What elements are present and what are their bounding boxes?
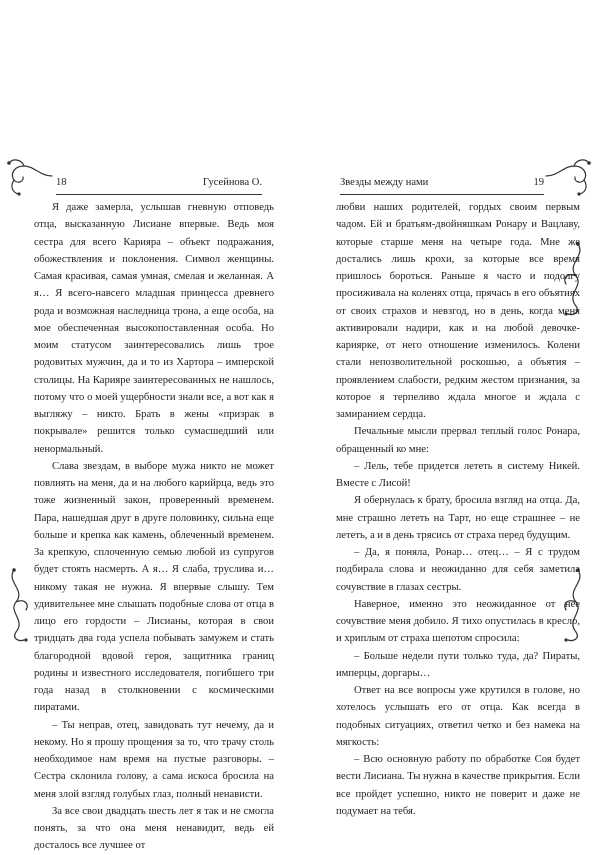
left-page-header [56, 176, 262, 190]
paragraph: Слава звездам, в выборе мужа никто не может повлиять на меня, да и на любого карийрца, ведь это тоже жизненный закон, проверенный временем. Пара, нашедшая друг в друге половинку, сильна еще больше и крепка как камень, облеченный временем. За крепкую, сплоченную семью любой из супругов будет стоять насмерть. А я… Я слаба, труслива и… никому такая не нужна. Я впервые слышу. Тем удивительнее мне слышать подобные слова от отца в лицо его гордости – Лисианы, которая в свои тридцать два года успела побывать замужем и стать благородной вдовой героя, защитника границ родины и известного исследователя, погибшего три года назад в столкновении с космическими пиратами. [34, 460, 274, 714]
side-ornament-bottom-left [4, 568, 36, 644]
paragraph: Я обернулась к брату, бросила взгляд на отца. Да, мне страшно лететь на Тарт, но еще страшнее – не лететь, а и в день трясись от страха перед будущим. [336, 495, 580, 541]
paragraph: Ответ на все вопросы уже крутился в голове, но хотелось услышать его от отца. Как всегда в подобных ситуациях, ответил четко и без намека на мягкость: [336, 685, 580, 748]
running-head: Звезды между нами [340, 177, 429, 188]
right-page [300, 150, 586, 817]
header-rule [56, 194, 262, 195]
left-page-body [34, 199, 274, 855]
page-number: 18 [56, 177, 67, 188]
corner-ornament-top-right [544, 156, 594, 196]
paragraph: Наверное, именно это неожиданное от нее сочувствие меня добило. Я тихо опустилась в кресло, и хриплым от страха шепотом спросила: [336, 598, 580, 645]
page-number: 19 [533, 177, 544, 188]
paragraph: Я даже замерла, услышав гневную отповедь отца, высказанную Лисиане впервые. Ведь моя сестра для всего Карияра – объект подражания, обожествления и поклонения. Символ женщины. Самая красивая, самая умная, смелая и желанная. А я… Я всего-навсего младшая принцесса древнего рода и возможная наследница трона, а еще особа, на мое обеспеченная высокопоставленная особа. Но моим статусом заинтересовались лишь трое родовитых мужчин, да и то из Хартора – имперской столицы. На Карияре заинтересованных не нашлось, потому что о моей ущербности знали все, а вот как я выгляжу – никто. Брать в жены «призрак в покрывале» решится только сумасшедший или ненормальный. [34, 202, 274, 455]
paragraph: – Лель, тебе придется лететь в систему Никей. Вместе с Лисой! [336, 460, 580, 489]
right-page-body [336, 199, 580, 820]
paragraph: любви наших родителей, гордых своим первым чадом. Ей и братьям-двойняшкам Ронару и Вацлаву, которые старше меня на четыре года. Мне же достались лишь крохи, за которые все время пришлось бороться. Раньше я часто и подолгу просиживала на коленях отца, прячась в его объятиях от своих страхов и невзгод, но в день, когда меня активировали надири, как и на любой девочке-кариярке, от него отношение изменилось. Колени стали непозволительной роскошью, а объятия – проявлением слабости, редким жестом признания, за которое я терпеливо ждала многое и ждала с замиранием сердца. [336, 202, 580, 420]
header-rule [340, 194, 544, 195]
corner-ornament-top-left [4, 156, 54, 196]
right-page-header [340, 176, 544, 190]
paragraph: – Ты неправ, отец, завидовать тут нечему, да и некому. Но я прошу прощения за то, что трачу столь необходимое нам время на пустые разговоры. – Сестра склонила голову, а сама искоса бросила на меня злой взгляд голубых глаз, полный ненависти. [34, 719, 274, 800]
paragraph: Печальные мысли прервал теплый голос Ронара, обращенный ко мне: [336, 426, 580, 455]
paragraph: За все свои двадцать шесть лет я так и не смогла понять, за что она меня ненавидит, ведь ей досталось все лучшее от [34, 805, 274, 852]
running-head: Гусейнова О. [202, 177, 262, 188]
paragraph: – Больше недели пути только туда, да? Пираты, имперцы, доргары… [336, 650, 580, 679]
paragraph: – Всю основную работу по обработке Соя будет вести Лисиана. Ты нужна в качестве прикрытия. Если все пройдет успешно, никто не поверит и даже не подумает на тебя. [336, 754, 580, 817]
left-page [0, 150, 286, 852]
paragraph: – Да, я поняла, Ронар… отец… – Я с трудом подбирала слова и неожиданно для себя заметила сочувствие в глазах сестры. [336, 547, 580, 593]
